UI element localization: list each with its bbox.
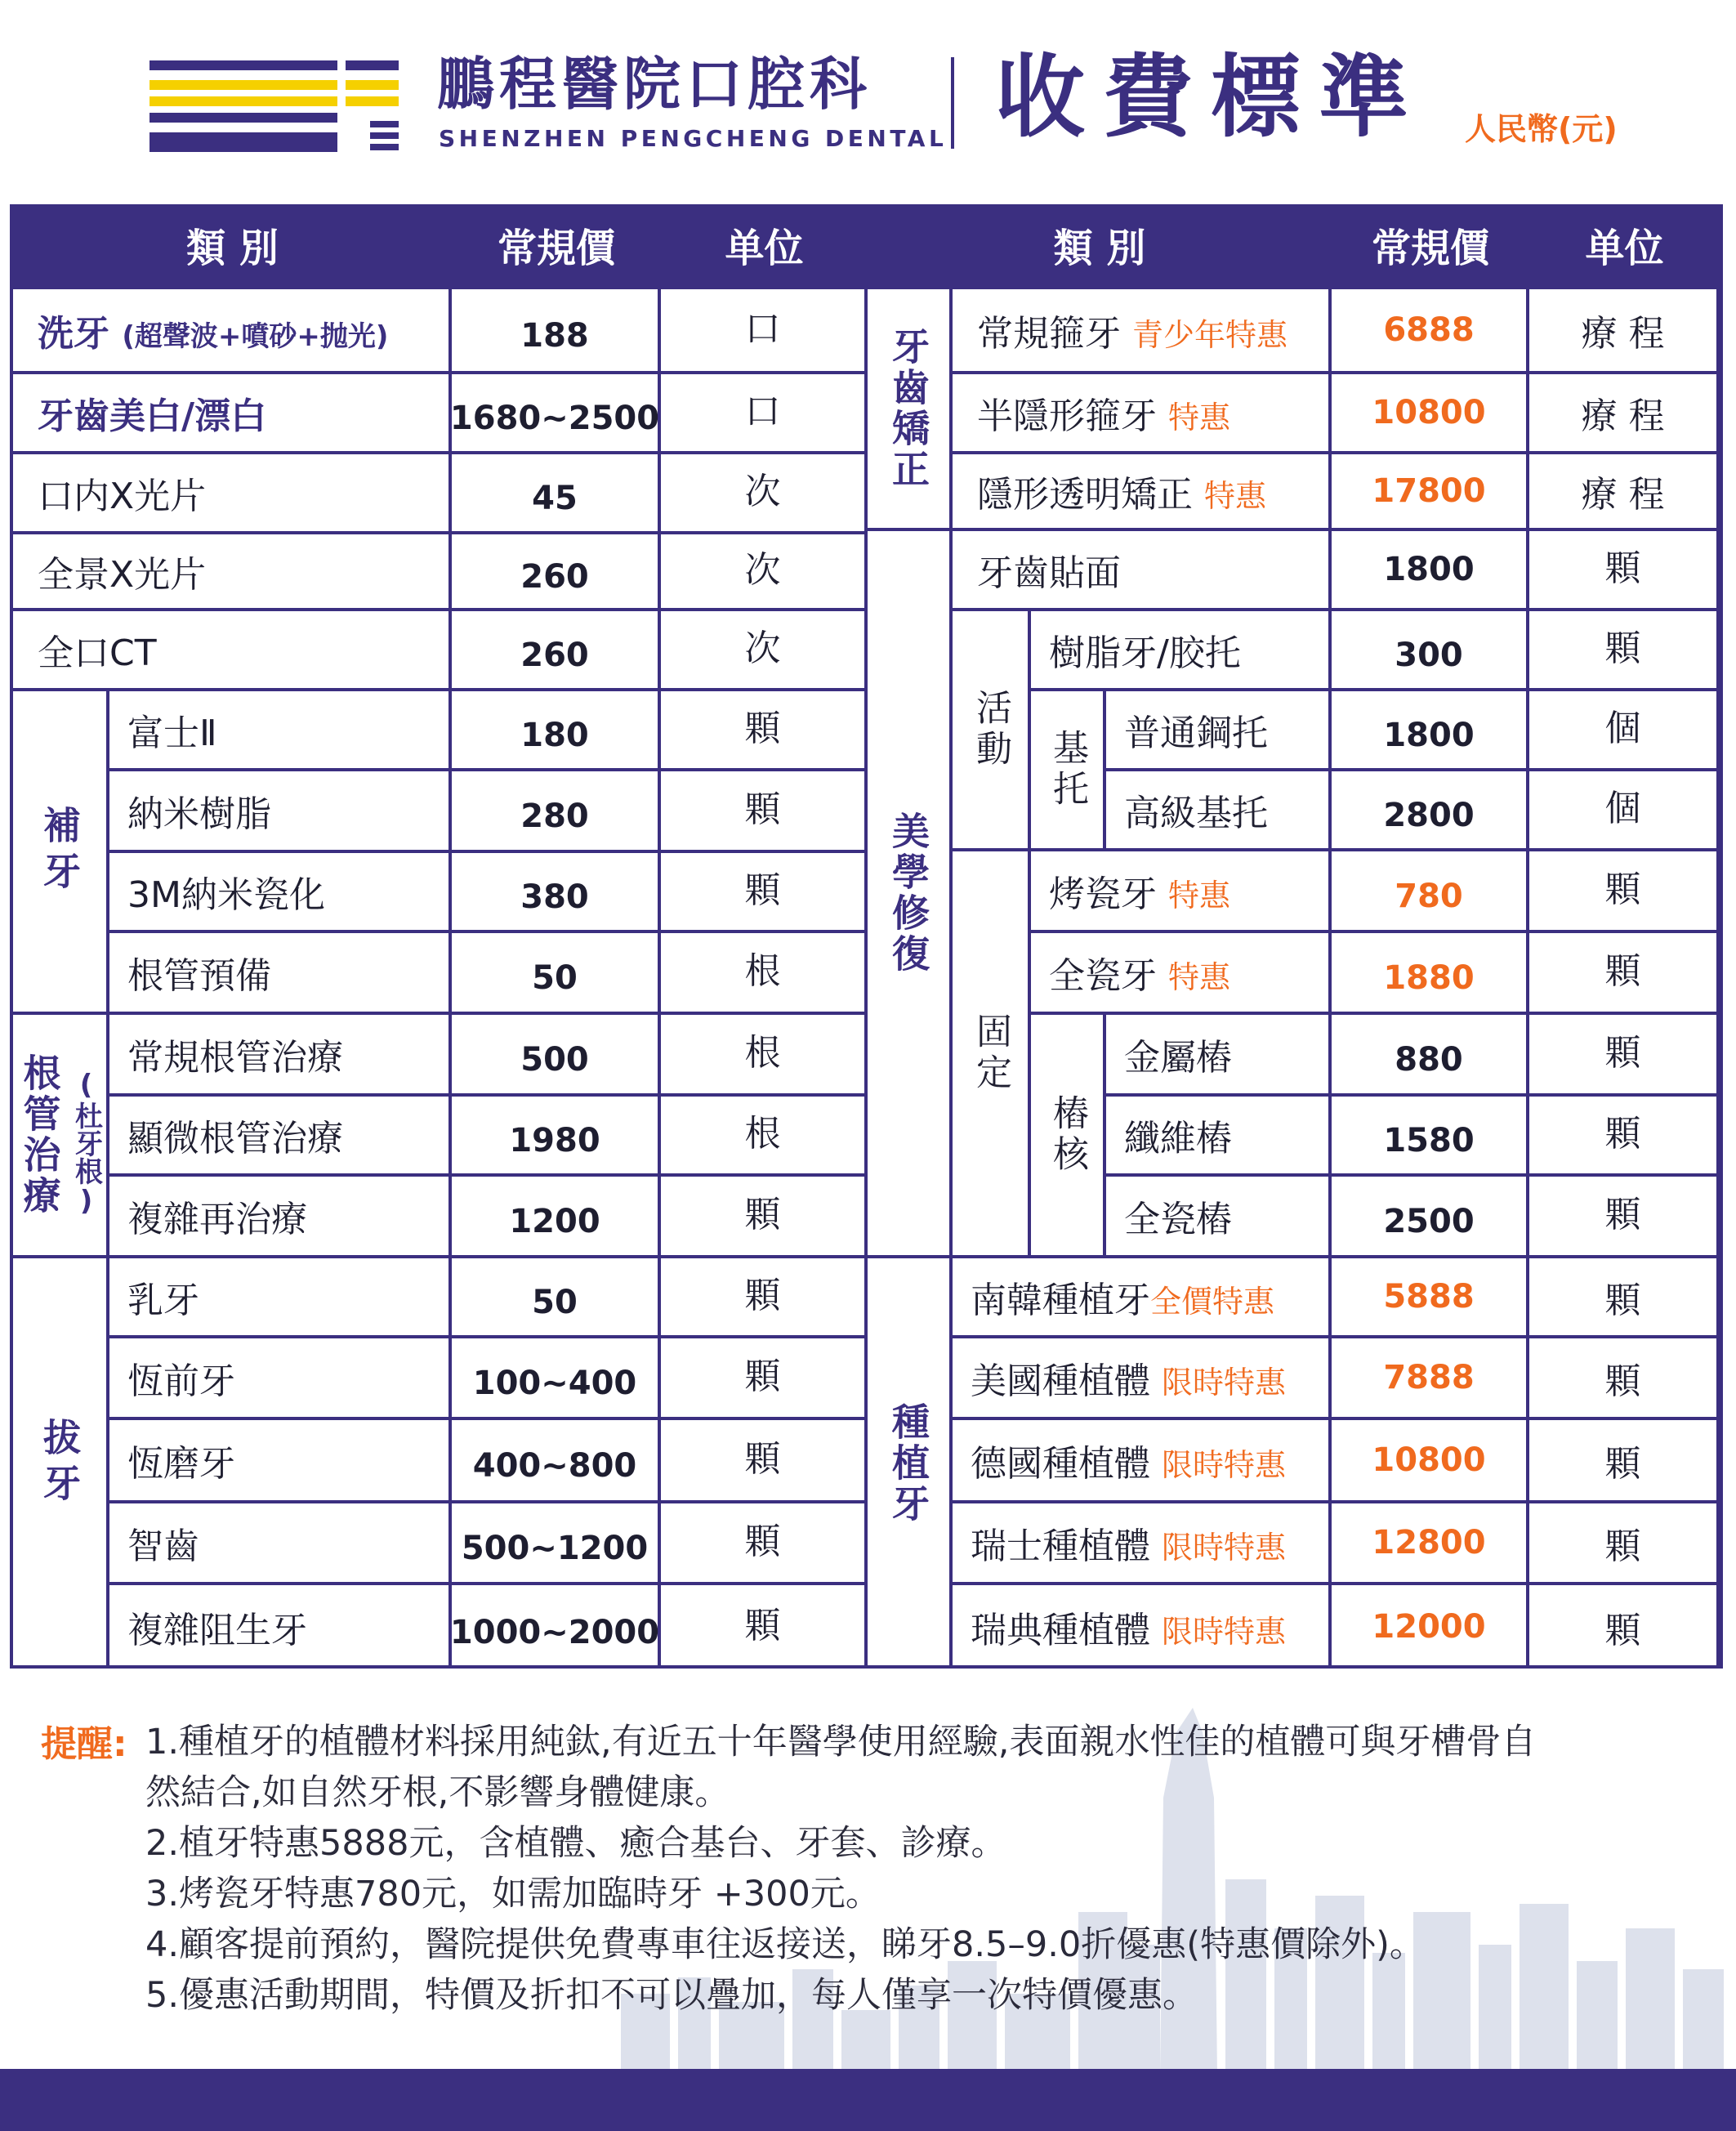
price-cell: 1680~2500	[452, 374, 661, 454]
footer-band	[0, 2069, 1736, 2131]
table-row-label: 普通鋼托	[1106, 691, 1332, 771]
unit-cell: 療 程	[1529, 289, 1720, 374]
price-cell: 50	[452, 1258, 661, 1338]
unit-cell: 次	[661, 611, 868, 691]
table-row-label	[13, 289, 452, 374]
item-scaling: 洗牙	[38, 313, 109, 355]
unit-cell: 口	[661, 289, 868, 374]
table-row-label: 全景X光片	[13, 534, 452, 611]
unit-cell: 顆	[661, 1503, 868, 1585]
subgroup-label-base: 基托	[1031, 691, 1106, 851]
price-cell: 180	[452, 691, 661, 771]
page-title: 收費標準	[995, 45, 1426, 150]
table-row-label: 3M納米瓷化	[109, 853, 452, 933]
unit-cell: 顆	[1529, 1177, 1720, 1258]
table-row-label: 纖維樁	[1106, 1097, 1332, 1177]
unit-cell: 顆	[1529, 1258, 1720, 1338]
table-row-label: 常規箍牙 青少年特惠	[953, 289, 1332, 374]
unit-cell: 顆	[1529, 851, 1720, 933]
price-cell: 1580	[1332, 1097, 1529, 1177]
center-divider	[864, 289, 868, 1669]
price-cell: 50	[452, 933, 661, 1015]
unit-cell: 顆	[661, 1258, 868, 1338]
table-row-label: 瑞士種植體 限時特惠	[953, 1503, 1332, 1585]
header-unit-right: 单位	[1585, 226, 1664, 271]
price-cell: 5888	[1332, 1258, 1529, 1338]
table-row-label: 複雜阻生牙	[109, 1585, 452, 1669]
unit-cell: 顆	[661, 771, 868, 853]
notes-section	[41, 1714, 1707, 2041]
unit-cell: 顆	[1529, 1585, 1720, 1669]
unit-cell: 根	[661, 1015, 868, 1097]
table-row-label: 金屬樁	[1106, 1015, 1332, 1097]
note-line: 3.烤瓷牙特惠780元，如需加臨時牙 +300元。	[145, 1874, 881, 1914]
unit-cell: 顆	[1529, 1097, 1720, 1177]
unit-cell: 次	[661, 454, 868, 534]
note-line: 4.顧客提前預約，醫院提供免費專車往返接送，睇牙8.5–9.0折優惠(特惠價除外)。	[145, 1924, 1425, 1965]
header-price-right: 常規價	[1371, 226, 1489, 271]
table-header	[13, 208, 1720, 289]
price-cell: 2800	[1332, 771, 1529, 851]
unit-cell: 顆	[661, 1585, 868, 1669]
note-line: 5.優惠活動期間，特價及折扣不可以疊加，每人僅享一次特價優惠。	[145, 1975, 1198, 2016]
unit-cell: 顆	[1529, 1503, 1720, 1585]
price-table	[10, 204, 1723, 1669]
table-row-label: 牙齒美白/漂白	[13, 374, 452, 454]
unit-cell: 顆	[1529, 611, 1720, 691]
group-label-cosmetic: 美學修復	[868, 531, 953, 1258]
price-cell: 280	[452, 771, 661, 853]
price-cell: 10800	[1332, 1420, 1529, 1503]
note-line: 1.種植牙的植體材料採用純鈦,有近五十年醫學使用經驗,表面親水性佳的植體可與牙槽骨自	[145, 1722, 1537, 1762]
table-row-label: 恆前牙	[109, 1338, 452, 1420]
price-cell: 500	[452, 1015, 661, 1097]
price-cell: 1880	[1332, 933, 1529, 1015]
group-label-rootcanal: 根管治療 (杜牙根)	[13, 1015, 109, 1258]
table-row-label: 高級基托	[1106, 771, 1332, 851]
unit-cell: 根	[661, 933, 868, 1015]
group-label-extraction: 拔牙	[13, 1258, 109, 1669]
unit-cell: 次	[661, 534, 868, 611]
unit-cell: 顆	[661, 691, 868, 771]
table-row-label: 德國種植體 限時特惠	[953, 1420, 1332, 1503]
group-label-implant: 種植牙	[868, 1258, 953, 1669]
price-cell: 6888	[1332, 289, 1529, 374]
table-row-label: 富士Ⅱ	[109, 691, 452, 771]
group-label-ortho: 牙齒矯正	[868, 289, 953, 531]
subgroup-label-removable: 活動	[953, 611, 1031, 851]
header-unit-left: 单位	[725, 226, 804, 271]
price-cell: 780	[1332, 851, 1529, 933]
table-row-label: 全瓷樁	[1106, 1177, 1332, 1258]
hospital-logo-icon	[150, 60, 399, 152]
price-cell: 1800	[1332, 531, 1529, 611]
unit-cell: 顆	[1529, 933, 1720, 1015]
price-cell: 1980	[452, 1097, 661, 1177]
table-row-label: 牙齒貼面	[953, 531, 1332, 611]
price-cell: 300	[1332, 611, 1529, 691]
hospital-name-cn: 鵬程醫院口腔科	[437, 51, 872, 118]
table-row-label: 恆磨牙	[109, 1420, 452, 1503]
price-cell: 45	[452, 454, 661, 534]
table-row-label: 根管預備	[109, 933, 452, 1015]
price-cell: 1800	[1332, 691, 1529, 771]
header-category-right: 類 別	[1053, 226, 1146, 271]
table-row-label: 常規根管治療	[109, 1015, 452, 1097]
table-row-label: 樹脂牙/胶托	[1031, 611, 1332, 691]
unit-cell: 根	[661, 1097, 868, 1177]
subgroup-label-post: 樁核	[1031, 1015, 1106, 1258]
unit-cell: 顆	[1529, 1338, 1720, 1420]
table-row-label: 顯微根管治療	[109, 1097, 452, 1177]
table-row-label: 乳牙	[109, 1258, 452, 1338]
price-cell: 260	[452, 534, 661, 611]
price-cell: 188	[452, 289, 661, 374]
price-cell: 880	[1332, 1015, 1529, 1097]
table-row-label: 烤瓷牙 特惠	[1031, 851, 1332, 933]
unit-cell: 個	[1529, 771, 1720, 851]
unit-cell: 口	[661, 374, 868, 454]
price-cell: 260	[452, 611, 661, 691]
price-cell: 12800	[1332, 1503, 1529, 1585]
price-cell: 7888	[1332, 1338, 1529, 1420]
unit-cell: 顆	[1529, 1420, 1720, 1503]
table-row-label: 隱形透明矯正 特惠	[953, 454, 1332, 531]
table-row-label: 複雜再治療	[109, 1177, 452, 1258]
unit-cell: 療 程	[1529, 374, 1720, 454]
group-label-filling: 補牙	[13, 691, 109, 1015]
price-cell: 12000	[1332, 1585, 1529, 1669]
notes-label: 提醒:	[41, 1723, 127, 1765]
table-row-label: 瑞典種植體 限時特惠	[953, 1585, 1332, 1669]
unit-cell: 顆	[661, 1177, 868, 1258]
note-line: 2.植牙特惠5888元，含植體、癒合基台、牙套、診療。	[145, 1823, 1006, 1864]
price-cell: 2500	[1332, 1177, 1529, 1258]
price-cell: 1000~2000	[452, 1585, 661, 1669]
price-cell: 400~800	[452, 1420, 661, 1503]
header-divider	[951, 57, 954, 149]
table-row-label: 美國種植體 限時特惠	[953, 1338, 1332, 1420]
price-cell: 500~1200	[452, 1503, 661, 1585]
subgroup-label-fixed: 固定	[953, 851, 1031, 1258]
unit-cell: 個	[1529, 691, 1720, 771]
hospital-name-en: SHENZHEN PENGCHENG DENTAL	[439, 125, 948, 152]
unit-cell: 顆	[661, 1338, 868, 1420]
table-row-label: 南韓種植牙全價特惠	[953, 1258, 1332, 1338]
price-cell: 10800	[1332, 374, 1529, 454]
header-category-left: 類 別	[186, 226, 279, 271]
table-row-label: 全口CT	[13, 611, 452, 691]
price-cell: 1200	[452, 1177, 661, 1258]
header-price-left: 常規價	[497, 226, 615, 271]
price-cell: 100~400	[452, 1338, 661, 1420]
table-row-label: 半隱形箍牙 特惠	[953, 374, 1332, 454]
note-line: 然結合,如自然牙根,不影響身體健康。	[145, 1772, 730, 1813]
unit-cell: 顆	[661, 1420, 868, 1503]
price-cell: 380	[452, 853, 661, 933]
table-row-label: 口内X光片	[13, 454, 452, 534]
unit-cell: 顆	[1529, 1015, 1720, 1097]
unit-cell: 顆	[1529, 531, 1720, 611]
table-row-label: 全瓷牙 特惠	[1031, 933, 1332, 1015]
table-row-label: 納米樹脂	[109, 771, 452, 853]
price-cell: 17800	[1332, 454, 1529, 531]
currency-note: 人民幣(元)	[1465, 111, 1618, 147]
unit-cell: 顆	[661, 853, 868, 933]
item-scaling-note: (超聲波+噴砂+抛光)	[122, 320, 389, 353]
unit-cell: 療 程	[1529, 454, 1720, 531]
table-row-label: 智齒	[109, 1503, 452, 1585]
